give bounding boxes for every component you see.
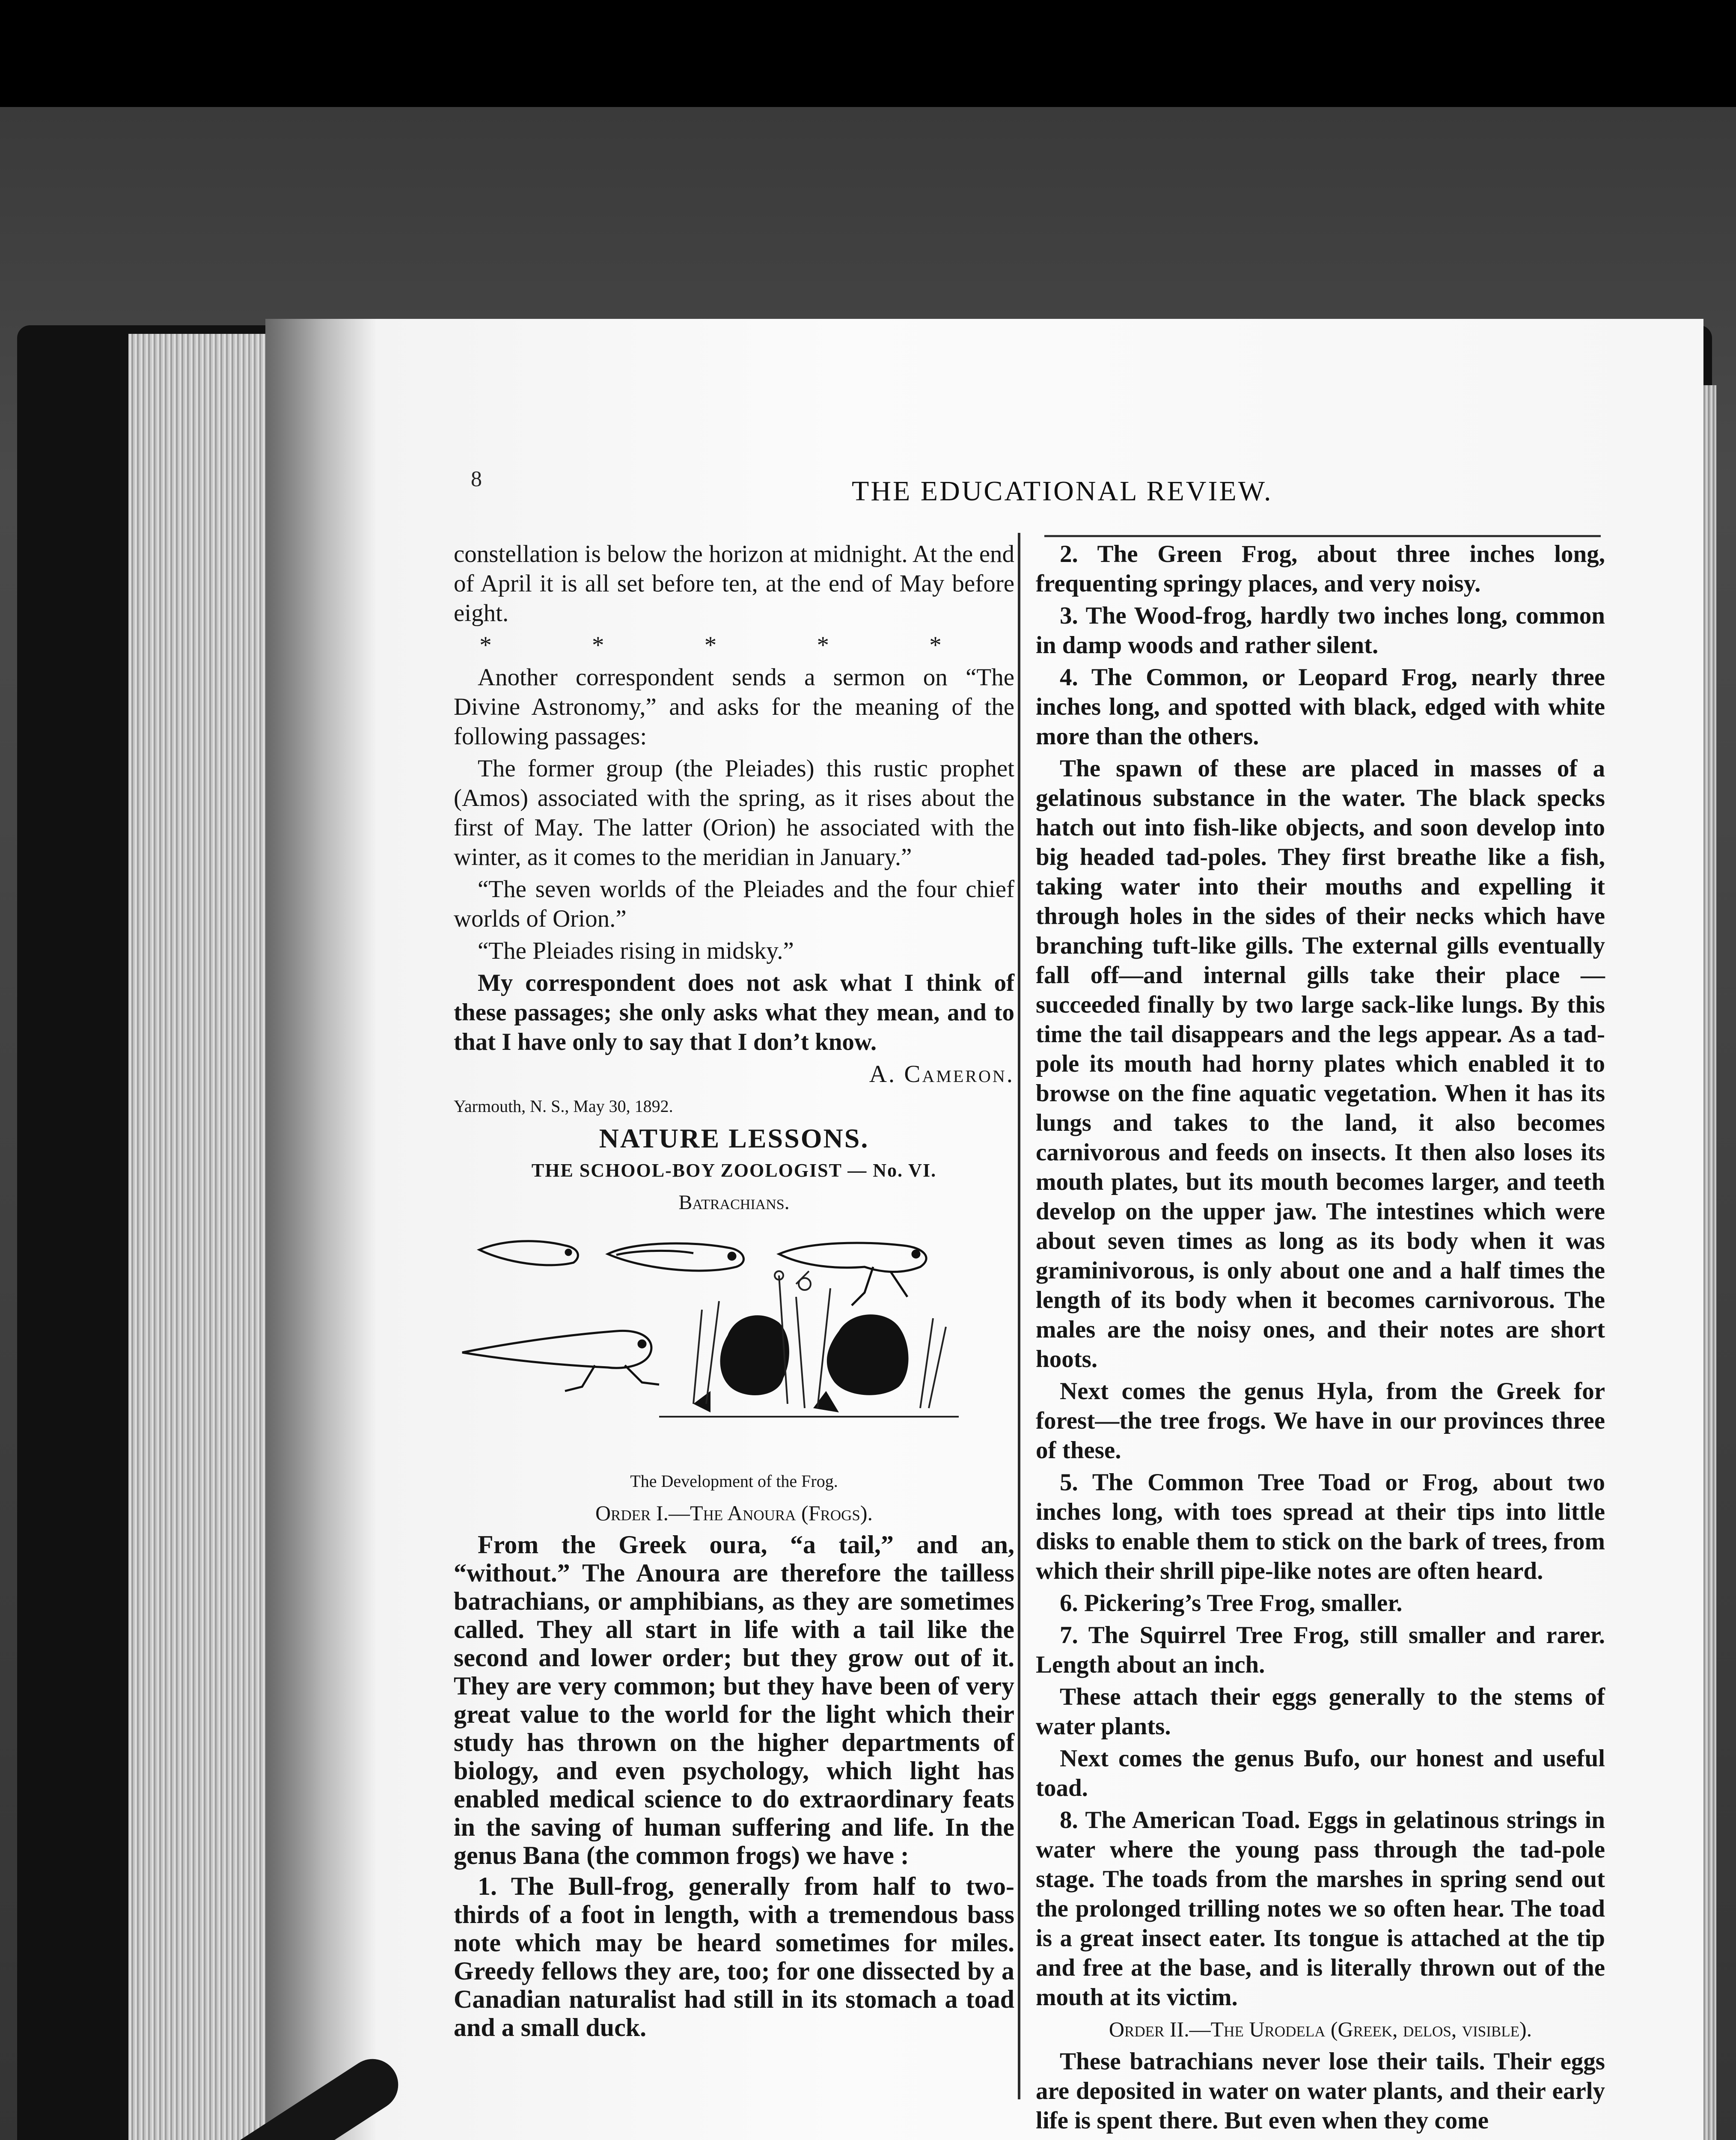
paragraph: 1. The Bull-frog, generally from half to two-thirds of a foot in length, with a tremendous bass note which may be heard sometimes for miles. Greedy fellows they are, too; for one dissected by a Canadian naturalist had still in its stomach a toad and a small duck. [454,1872,1014,2042]
paragraph: Another correspondent sends a sermon on “The Divine Astronomy,” and asks for the meaning of the following passages: [454,664,1014,750]
paragraph: My correspondent does not ask what I think of these passages; she only asks what they mean, and to that I have only to say that I don’t know. [454,969,1014,1055]
paragraph: Next comes the genus Hyla, from the Greek for forest—the tree frogs. We have in our provinces three of these. [1036,1378,1605,1464]
series-title: THE SCHOOL-BOY ZOOLOGIST — No. VI. [531,1160,937,1181]
topic-heading: Batrachians. [678,1191,790,1214]
page-stack-edge [128,334,287,2140]
paragraph: From the Greek oura, “a tail,” and an, “without.” The Anoura are therefore the tailless batrachians, or amphibians, as they are sometimes called. They all start in life with a tail like the second and lower order; but they grow out of it. They are very common; but they have been of very great value to the world for the light which their study has thrown on the higher departments of biology, and even psychology, which light has enabled medical science to do extraordinary feats in the saving of human suffering and life. In the genus Bana (the common frogs) we have : [454,1531,1014,1870]
left-column [454,539,1014,2044]
list-item: 2. The Green Frog, about three inches long, frequenting springy places, and very noisy. [1036,541,1605,597]
list-item: 4. The Common, or Leopard Frog, nearly three inches long, and spotted with black, edged with white more than the others. [1036,664,1605,750]
gutter-shadow [265,319,377,2140]
paragraph: These batrachians never lose their tails. Their eggs are deposited in water on water plants, and their early life is spent there. But even when they come [1036,2048,1605,2134]
section-title: NATURE LESSONS. [599,1123,869,1153]
quoted-passage: “The Pleiades rising in midsky.” [478,937,794,964]
section-break-stars: * * * * * [479,632,989,659]
order-heading: Order II.—The Urodela (Greek, delos, visible). [1109,2017,1532,2041]
quoted-passage: “The seven worlds of the Pleiades and the four chief worlds of Orion.” [454,876,1014,932]
list-item: 5. The Common Tree Toad or Frog, about two inches long, with toes spread at their tips into little disks to enable them to stick on the bark of trees, from which their shrill pipe-like notes are often heard. [1036,1469,1605,1584]
paragraph: constellation is below the horizon at midnight. At the end of April it is all set before ten, at the end of May before eight. [454,541,1014,627]
page-number: 8 [471,467,482,491]
figure-caption: The Development of the Frog. [630,1471,838,1491]
list-item: 3. The Wood-frog, hardly two inches long, common in damp woods and rather silent. [1036,602,1605,659]
signature: A. Cameron. [869,1061,1014,1088]
paragraph: The spawn of these are placed in masses of a gelatinous substance in the water. The black specks hatch out into fish-like objects, and soon develop into big headed tad-poles. They first breathe like a fish, taking water into their mouths and expelling it through holes in the sides of their necks which have branching tuft-like gills. The external gills eventually fall off—and internal gills take their place —succeeded finally by two large sack-like lungs. By this time the tail disappears and the legs appear. As a tad-pole its mouth had horny plates which enabled it to browse on the fine aquatic vegetation. When it has its lungs and takes to the land, it also becomes carnivorous and feeds on insects. It then also loses its mouth plates, but its mouth becomes larger, and teeth develop on the upper jaw. The intestines which were about seven times as long as its body when it was graminivorous, is only about one and a half times the length of its body when it becomes carnivorous. The males are the noisy ones, and their notes are short hoots. [1036,755,1605,1373]
list-item: 8. The American Toad. Eggs in gelatinous strings in water where the young pass through the tad-pole stage. The toads from the marshes in spring send out the prolonged trilling notes we so often hear. The toad is a great insect eater. Its tongue is attached at the tip and free at the base, and is literally thrown out of the mouth at its victim. [1036,1807,1605,2011]
list-item: 7. The Squirrel Tree Frog, still smaller and rarer. Length about an inch. [1036,1622,1605,1678]
dateline: Yarmouth, N. S., May 30, 1892. [454,1097,673,1116]
quoted-passage: The former group (the Pleiades) this rustic prophet (Amos) associated with the spring, as it rises about the first of May. The latter (Orion) he associated with the winter, as it comes to the meridian in January.” [454,755,1014,871]
order-heading: Order I.—The Anoura (Frogs). [595,1501,873,1525]
frog-development-illustration [454,1224,1014,1455]
right-column [1036,539,1605,2138]
paragraph: These attach their eggs generally to the stems of water plants. [1036,1683,1605,1740]
column-rule [1018,533,1020,2099]
running-head: THE EDUCATIONAL REVIEW. [852,476,1273,507]
top-rule [1044,535,1601,537]
paragraph: Next comes the genus Bufo, our honest and useful toad. [1036,1745,1605,1801]
list-item: 6. Pickering’s Tree Frog, smaller. [1060,1590,1403,1617]
